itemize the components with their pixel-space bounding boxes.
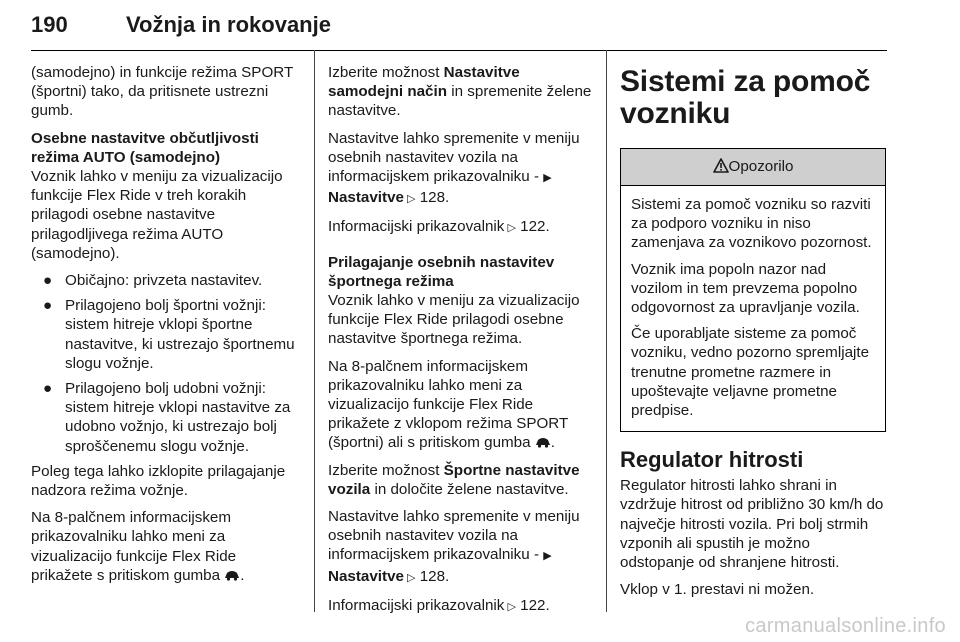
page-reference: 122. [515,218,550,236]
column-1 [31,63,301,593]
warning-box [620,148,886,432]
warning-header [621,149,885,186]
paragraph: Informacijski prikazovalnik ▷ 122. [328,596,550,614]
paragraph: Če uporabljate sisteme za pomoč vozniku, vedno pozorno spremljajte trenutne prometne razmere in upoštevajte veljavne prometne predpise. [631,325,870,420]
menu-arrow-icon: ▶ [543,550,552,563]
paragraph: (samodejno) in funkcije režima SPORT (športni) tako, da pritisnete ustrezni gumb. [31,64,293,120]
list-item: ● Prilagojeno bolj športni vožnji: sistem hitreje vklopi športne nastavitve, ki ustrezajo športnemu slogu vožnje. [43,297,295,372]
subsection-heading: Regulator hitrosti [620,447,804,473]
ref-arrow-icon: ▷ [504,600,516,613]
paragraph: Voznik lahko v meniju za vizualizacijo funkcije Flex Ride v treh korakih prilagodi osebne nastavitve prilagodljivega režima AUTO (samodejno). [31,168,283,262]
paragraph: Sistemi za pomoč vozniku so razviti za podporo vozniku in niso zamenjava za voznikovo pozornost. [631,196,872,252]
paragraph: Poleg tega lahko izklopite prilagajanje nadzora režima vožnje. [31,462,286,500]
column-divider-1 [314,50,315,612]
list-item: ● Prilagojeno bolj udobni vožnji: sistem hitreje vklopi nastavitve za udobno vožnjo, ki ustrezajo bolj sproščenemu slogu vožnje. [43,380,291,455]
car-button-icon [535,436,551,448]
page-reference: 128. [415,189,450,207]
paragraph: Na 8-palčnem informacijskem prikazovalniku lahko meni za vizualizacijo funkcije Flex Ride prikažete z vklopom režima SPORT (športni) ali s pritiskom gumba . [328,357,568,452]
column-3 [620,66,888,607]
watermark: carmanualsonline.info [745,615,946,637]
page-reference: 122. [515,596,550,614]
list-item: ● Običajno: privzeta nastavitev. [43,272,263,290]
bullet-icon: ● [43,272,53,290]
paragraph: Informacijski prikazovalnik ▷ 122. [328,218,550,236]
paragraph: Izberite možnost Športne nastavitve vozila in določite želene nastavitve. [328,461,580,498]
subheading: Osebne nastavitve občutljivosti režima AUTO (samodejno) [31,129,259,166]
warning-label: Opozorilo [728,158,794,175]
column-2 [328,63,593,625]
ref-arrow-icon: ▷ [504,222,516,235]
bullet-list [31,271,301,456]
paragraph: Na 8-palčnem informacijskem prikazovalniku lahko meni za vizualizacijo funkcije Flex Ride prikažete s pritiskom gumba . [31,509,245,584]
ref-arrow-icon: ▷ [403,571,416,584]
paragraph: Nastavitve lahko spremenite v meniju osebnih nastavitev vozila na informacijskem prikazovalniku - ▶ Nastavitve ▷ 128. [328,129,580,207]
paragraph: Nastavitve lahko spremenite v meniju osebnih nastavitev vozila na informacijskem prikazovalniku - ▶ Nastavitve ▷ 128. [328,508,580,585]
paragraph: Regulator hitrosti lahko shrani in vzdržuje hitrost od približno 30 km/h do največje hitrosti vozila. Pri bolj strmih vzponih ali spustih je možno odstopanje od shranjene hitrosti. [620,477,884,572]
page-reference: 128. [415,567,450,585]
paragraph: Izberite možnost Nastavitve samodejni način in spremenite želene nastavitve. [328,64,592,120]
menu-arrow-icon: ▶ [543,172,552,185]
car-button-icon [224,569,240,581]
bullet-icon: ● [43,380,53,398]
paragraph: Voznik ima popoln nazor nad vozilom in tem prevzema popolno odgovornost za upravljanje vozila. [631,260,860,317]
ref-arrow-icon: ▷ [403,193,416,206]
column-divider-2 [606,50,607,612]
header-rule [31,50,887,51]
bullet-icon: ● [43,297,53,315]
subheading: Prilagajanje osebnih nastavitev športnega režima [328,253,555,290]
section-heading: Sistemi za pomoč vozniku [620,65,871,130]
paragraph: Vklop v 1. prestavi ni možen. [620,581,815,599]
warning-triangle-icon [713,158,729,173]
page-number: 190 [31,12,68,37]
page-header [31,10,901,40]
paragraph: Voznik lahko v meniju za vizualizacijo funkcije Flex Ride prilagodi osebne nastavitve športnega režima. [328,292,580,348]
page-title: Vožnja in rokovanje [126,12,331,37]
warning-body [621,186,885,431]
